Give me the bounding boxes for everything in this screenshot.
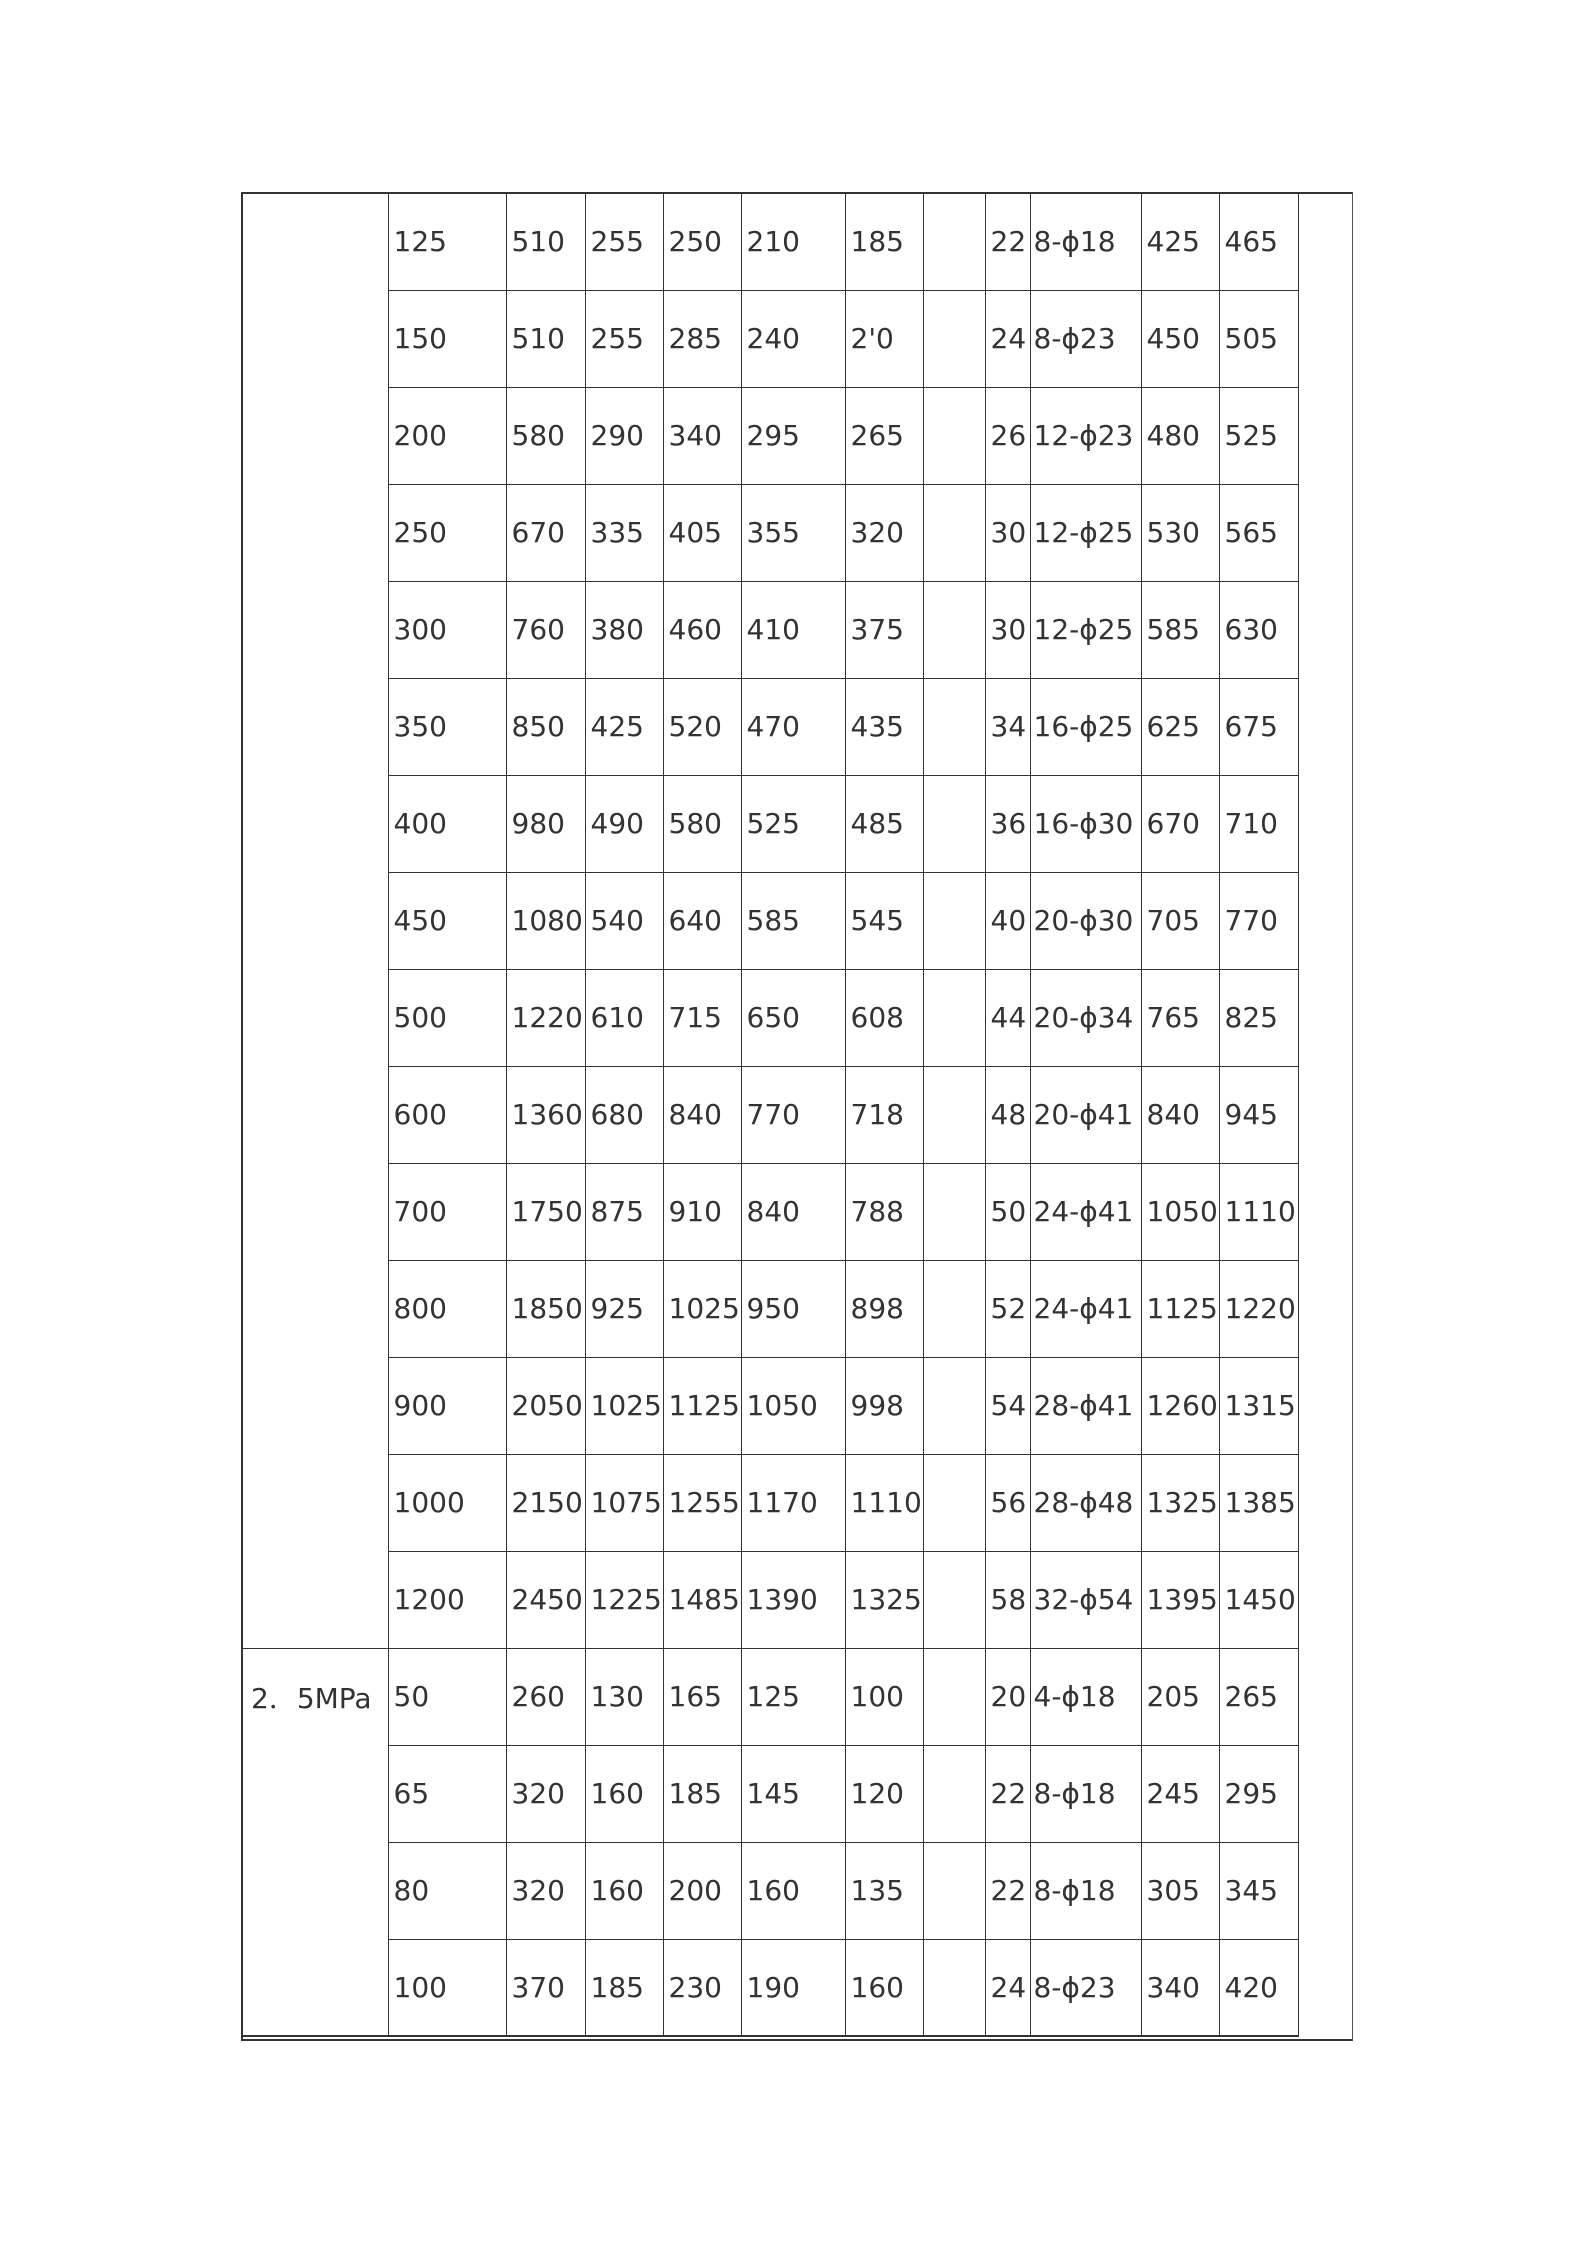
table-cell: 32-ϕ54 bbox=[1030, 1551, 1141, 1648]
table-cell: 670 bbox=[506, 484, 585, 581]
table-cell: 898 bbox=[845, 1260, 923, 1357]
table-cell: 30 bbox=[985, 581, 1030, 678]
table-cell: 480 bbox=[1141, 387, 1219, 484]
table-cell: 22 bbox=[985, 1745, 1030, 1842]
table-row bbox=[242, 1357, 1298, 1454]
table-cell: 380 bbox=[585, 581, 663, 678]
table-cell: 54 bbox=[985, 1357, 1030, 1454]
table-cell: 8-ϕ18 bbox=[1030, 1842, 1141, 1939]
table-cell: 120 bbox=[845, 1745, 923, 1842]
table-cell: 160 bbox=[585, 1745, 663, 1842]
pressure-rating-cell bbox=[242, 1163, 388, 1260]
table-row bbox=[242, 1939, 1298, 2036]
table-cell: 350 bbox=[388, 678, 506, 775]
table-cell: 1255 bbox=[663, 1454, 741, 1551]
table-cell: 510 bbox=[506, 193, 585, 290]
table-cell: 28-ϕ41 bbox=[1030, 1357, 1141, 1454]
table-cell: 340 bbox=[1141, 1939, 1219, 2036]
table-cell: 24-ϕ41 bbox=[1030, 1260, 1141, 1357]
table-cell: 44 bbox=[985, 969, 1030, 1066]
table-row bbox=[242, 290, 1298, 387]
table-cell: 12-ϕ23 bbox=[1030, 387, 1141, 484]
table-cell: 250 bbox=[388, 484, 506, 581]
table-cell: 485 bbox=[845, 775, 923, 872]
table-cell: 1450 bbox=[1219, 1551, 1298, 1648]
table-cell: 8-ϕ18 bbox=[1030, 1745, 1141, 1842]
table-cell: 1395 bbox=[1141, 1551, 1219, 1648]
table-cell: 240 bbox=[741, 290, 845, 387]
table-cell: 1125 bbox=[1141, 1260, 1219, 1357]
table-row bbox=[242, 775, 1298, 872]
table-cell bbox=[923, 1648, 985, 1745]
table-cell: 525 bbox=[741, 775, 845, 872]
table-cell bbox=[923, 872, 985, 969]
table-cell: 450 bbox=[1141, 290, 1219, 387]
table-cell: 1025 bbox=[663, 1260, 741, 1357]
table-cell: 950 bbox=[741, 1260, 845, 1357]
table-cell: 610 bbox=[585, 969, 663, 1066]
table-cell: 20 bbox=[985, 1648, 1030, 1745]
table-cell: 210 bbox=[741, 193, 845, 290]
table-cell: 1220 bbox=[506, 969, 585, 1066]
flange-dimension-table bbox=[241, 192, 1299, 2037]
pressure-rating-cell bbox=[242, 872, 388, 969]
table-cell: 608 bbox=[845, 969, 923, 1066]
table-cell: 305 bbox=[1141, 1842, 1219, 1939]
table-cell bbox=[923, 1551, 985, 1648]
table-cell: 22 bbox=[985, 193, 1030, 290]
table-cell: 1225 bbox=[585, 1551, 663, 1648]
table-cell: 265 bbox=[845, 387, 923, 484]
pressure-rating-cell bbox=[242, 581, 388, 678]
pressure-rating-cell bbox=[242, 775, 388, 872]
table-cell: 345 bbox=[1219, 1842, 1298, 1939]
table-cell bbox=[923, 1939, 985, 2036]
pressure-rating-cell bbox=[242, 678, 388, 775]
pressure-rating-cell bbox=[242, 1260, 388, 1357]
table-cell: 910 bbox=[663, 1163, 741, 1260]
table-cell: 425 bbox=[585, 678, 663, 775]
table-cell: 28-ϕ48 bbox=[1030, 1454, 1141, 1551]
table-cell: 370 bbox=[506, 1939, 585, 2036]
table-cell: 50 bbox=[388, 1648, 506, 1745]
table-cell: 640 bbox=[663, 872, 741, 969]
table-cell bbox=[923, 1357, 985, 1454]
table-cell: 925 bbox=[585, 1260, 663, 1357]
table-row bbox=[242, 581, 1298, 678]
pressure-rating-cell bbox=[242, 1454, 388, 1551]
table-cell: 545 bbox=[845, 872, 923, 969]
table-cell: 100 bbox=[388, 1939, 506, 2036]
table-cell: 165 bbox=[663, 1648, 741, 1745]
table-cell: 375 bbox=[845, 581, 923, 678]
table-cell: 30 bbox=[985, 484, 1030, 581]
table-cell: 50 bbox=[985, 1163, 1030, 1260]
table-cell: 34 bbox=[985, 678, 1030, 775]
table-cell: 295 bbox=[1219, 1745, 1298, 1842]
table-cell: 145 bbox=[741, 1745, 845, 1842]
table-row bbox=[242, 969, 1298, 1066]
table-row bbox=[242, 484, 1298, 581]
table-cell: 410 bbox=[741, 581, 845, 678]
table-cell: 255 bbox=[585, 193, 663, 290]
table-cell: 500 bbox=[388, 969, 506, 1066]
table-cell: 20-ϕ30 bbox=[1030, 872, 1141, 969]
table-cell: 80 bbox=[388, 1842, 506, 1939]
pressure-rating-cell: 2．5MPa bbox=[242, 1648, 388, 1745]
table-cell: 160 bbox=[741, 1842, 845, 1939]
table-cell: 1390 bbox=[741, 1551, 845, 1648]
table-cell: 435 bbox=[845, 678, 923, 775]
table-cell: 320 bbox=[845, 484, 923, 581]
table-cell: 1025 bbox=[585, 1357, 663, 1454]
table-cell: 1050 bbox=[1141, 1163, 1219, 1260]
table-cell: 320 bbox=[506, 1842, 585, 1939]
table-cell: 8-ϕ23 bbox=[1030, 1939, 1141, 2036]
table-cell: 24 bbox=[985, 1939, 1030, 2036]
table-row bbox=[242, 1648, 1298, 1745]
table-cell bbox=[923, 1745, 985, 1842]
table-cell bbox=[923, 1260, 985, 1357]
table-cell: 650 bbox=[741, 969, 845, 1066]
table-cell: 1315 bbox=[1219, 1357, 1298, 1454]
table-cell: 16-ϕ30 bbox=[1030, 775, 1141, 872]
table-cell: 22 bbox=[985, 1842, 1030, 1939]
table-cell: 295 bbox=[741, 387, 845, 484]
table-cell: 580 bbox=[663, 775, 741, 872]
table-cell: 420 bbox=[1219, 1939, 1298, 2036]
pressure-rating-cell bbox=[242, 290, 388, 387]
table-cell: 205 bbox=[1141, 1648, 1219, 1745]
table-cell: 245 bbox=[1141, 1745, 1219, 1842]
pressure-rating-cell bbox=[242, 1745, 388, 1842]
table-cell: 625 bbox=[1141, 678, 1219, 775]
table-cell: 1125 bbox=[663, 1357, 741, 1454]
table-cell: 290 bbox=[585, 387, 663, 484]
table-cell bbox=[923, 1842, 985, 1939]
table-cell: 1325 bbox=[1141, 1454, 1219, 1551]
table-cell: 470 bbox=[741, 678, 845, 775]
table-row bbox=[242, 1454, 1298, 1551]
table-cell: 1200 bbox=[388, 1551, 506, 1648]
table-cell: 230 bbox=[663, 1939, 741, 2036]
table-cell: 1485 bbox=[663, 1551, 741, 1648]
table-row bbox=[242, 1163, 1298, 1260]
table-cell bbox=[923, 775, 985, 872]
table-cell: 765 bbox=[1141, 969, 1219, 1066]
pressure-rating-cell bbox=[242, 1066, 388, 1163]
table-cell: 460 bbox=[663, 581, 741, 678]
table-cell: 355 bbox=[741, 484, 845, 581]
table-cell bbox=[923, 387, 985, 484]
table-cell: 2'0 bbox=[845, 290, 923, 387]
table-cell: 12-ϕ25 bbox=[1030, 484, 1141, 581]
table-cell: 760 bbox=[506, 581, 585, 678]
table-cell: 600 bbox=[388, 1066, 506, 1163]
table-cell: 580 bbox=[506, 387, 585, 484]
table-row bbox=[242, 1551, 1298, 1648]
table-cell: 900 bbox=[388, 1357, 506, 1454]
table-cell: 200 bbox=[663, 1842, 741, 1939]
table-cell: 1170 bbox=[741, 1454, 845, 1551]
table-cell: 565 bbox=[1219, 484, 1298, 581]
table-cell: 200 bbox=[388, 387, 506, 484]
pressure-rating-cell bbox=[242, 1842, 388, 1939]
table-cell bbox=[923, 484, 985, 581]
table-cell: 1850 bbox=[506, 1260, 585, 1357]
table-cell: 56 bbox=[985, 1454, 1030, 1551]
table-cell: 125 bbox=[388, 193, 506, 290]
table-cell: 190 bbox=[741, 1939, 845, 2036]
table-cell: 135 bbox=[845, 1842, 923, 1939]
table-cell: 260 bbox=[506, 1648, 585, 1745]
table-cell: 255 bbox=[585, 290, 663, 387]
table-cell: 525 bbox=[1219, 387, 1298, 484]
table-cell: 675 bbox=[1219, 678, 1298, 775]
table-cell: 800 bbox=[388, 1260, 506, 1357]
table-cell: 285 bbox=[663, 290, 741, 387]
table-cell: 705 bbox=[1141, 872, 1219, 969]
table-cell: 585 bbox=[741, 872, 845, 969]
pressure-rating-cell bbox=[242, 969, 388, 1066]
table-cell: 1075 bbox=[585, 1454, 663, 1551]
table-cell: 4-ϕ18 bbox=[1030, 1648, 1141, 1745]
table-cell: 1325 bbox=[845, 1551, 923, 1648]
table-cell: 630 bbox=[1219, 581, 1298, 678]
table-cell: 185 bbox=[585, 1939, 663, 2036]
table-row bbox=[242, 1842, 1298, 1939]
table-cell: 125 bbox=[741, 1648, 845, 1745]
table-cell: 2150 bbox=[506, 1454, 585, 1551]
table-cell: 20-ϕ41 bbox=[1030, 1066, 1141, 1163]
table-cell: 335 bbox=[585, 484, 663, 581]
table-body bbox=[242, 193, 1298, 2036]
table-cell: 24-ϕ41 bbox=[1030, 1163, 1141, 1260]
table-cell bbox=[923, 1163, 985, 1260]
table-cell: 320 bbox=[506, 1745, 585, 1842]
table-cell: 490 bbox=[585, 775, 663, 872]
table-cell: 450 bbox=[388, 872, 506, 969]
table-cell: 2050 bbox=[506, 1357, 585, 1454]
table-row bbox=[242, 678, 1298, 775]
table-cell: 840 bbox=[741, 1163, 845, 1260]
table-cell: 40 bbox=[985, 872, 1030, 969]
table-cell: 160 bbox=[845, 1939, 923, 2036]
table-cell: 530 bbox=[1141, 484, 1219, 581]
table-cell bbox=[923, 193, 985, 290]
table-cell: 585 bbox=[1141, 581, 1219, 678]
table-cell: 945 bbox=[1219, 1066, 1298, 1163]
table-cell: 24 bbox=[985, 290, 1030, 387]
table-cell: 48 bbox=[985, 1066, 1030, 1163]
table-cell: 1110 bbox=[1219, 1163, 1298, 1260]
table-cell bbox=[923, 581, 985, 678]
table-row bbox=[242, 193, 1298, 290]
table-cell: 840 bbox=[663, 1066, 741, 1163]
table-cell: 715 bbox=[663, 969, 741, 1066]
table-cell bbox=[923, 290, 985, 387]
table-cell: 1360 bbox=[506, 1066, 585, 1163]
table-cell: 36 bbox=[985, 775, 1030, 872]
table-cell: 1080 bbox=[506, 872, 585, 969]
table-cell: 1000 bbox=[388, 1454, 506, 1551]
table-cell: 185 bbox=[845, 193, 923, 290]
table-cell: 150 bbox=[388, 290, 506, 387]
table-cell: 1050 bbox=[741, 1357, 845, 1454]
table-cell: 1220 bbox=[1219, 1260, 1298, 1357]
table-cell: 700 bbox=[388, 1163, 506, 1260]
pressure-rating-cell bbox=[242, 1357, 388, 1454]
table-cell: 250 bbox=[663, 193, 741, 290]
table-row bbox=[242, 1745, 1298, 1842]
table-cell: 850 bbox=[506, 678, 585, 775]
table-cell bbox=[923, 678, 985, 775]
table-cell: 265 bbox=[1219, 1648, 1298, 1745]
table-cell: 718 bbox=[845, 1066, 923, 1163]
table-cell: 710 bbox=[1219, 775, 1298, 872]
table-cell: 1385 bbox=[1219, 1454, 1298, 1551]
table-cell: 510 bbox=[506, 290, 585, 387]
table-cell: 130 bbox=[585, 1648, 663, 1745]
table-row bbox=[242, 387, 1298, 484]
table-cell: 12-ϕ25 bbox=[1030, 581, 1141, 678]
table-cell: 825 bbox=[1219, 969, 1298, 1066]
table-cell: 680 bbox=[585, 1066, 663, 1163]
table-row bbox=[242, 1260, 1298, 1357]
table-cell: 160 bbox=[585, 1842, 663, 1939]
table-cell: 1750 bbox=[506, 1163, 585, 1260]
table-cell: 465 bbox=[1219, 193, 1298, 290]
table-cell: 980 bbox=[506, 775, 585, 872]
table-cell: 340 bbox=[663, 387, 741, 484]
table-cell: 520 bbox=[663, 678, 741, 775]
table-cell: 400 bbox=[388, 775, 506, 872]
table-cell: 540 bbox=[585, 872, 663, 969]
table-cell bbox=[923, 969, 985, 1066]
table-cell: 405 bbox=[663, 484, 741, 581]
table-cell bbox=[923, 1066, 985, 1163]
pressure-rating-cell bbox=[242, 484, 388, 581]
table-cell: 185 bbox=[663, 1745, 741, 1842]
table-cell: 1260 bbox=[1141, 1357, 1219, 1454]
table-cell: 875 bbox=[585, 1163, 663, 1260]
table-cell: 8-ϕ23 bbox=[1030, 290, 1141, 387]
table-cell: 52 bbox=[985, 1260, 1030, 1357]
table-cell: 26 bbox=[985, 387, 1030, 484]
table-cell: 20-ϕ34 bbox=[1030, 969, 1141, 1066]
table-cell: 505 bbox=[1219, 290, 1298, 387]
table-cell: 770 bbox=[1219, 872, 1298, 969]
table-cell: 100 bbox=[845, 1648, 923, 1745]
table-cell: 670 bbox=[1141, 775, 1219, 872]
table-row bbox=[242, 872, 1298, 969]
table-cell: 16-ϕ25 bbox=[1030, 678, 1141, 775]
pressure-rating-cell bbox=[242, 193, 388, 290]
table-cell: 1110 bbox=[845, 1454, 923, 1551]
table-cell: 65 bbox=[388, 1745, 506, 1842]
table-cell: 770 bbox=[741, 1066, 845, 1163]
table-cell: 998 bbox=[845, 1357, 923, 1454]
table-cell: 58 bbox=[985, 1551, 1030, 1648]
table-cell: 8-ϕ18 bbox=[1030, 193, 1141, 290]
table-cell: 2450 bbox=[506, 1551, 585, 1648]
table-row bbox=[242, 1066, 1298, 1163]
table-cell: 840 bbox=[1141, 1066, 1219, 1163]
pressure-rating-cell bbox=[242, 1939, 388, 2036]
table-cell: 425 bbox=[1141, 193, 1219, 290]
table-cell: 788 bbox=[845, 1163, 923, 1260]
table-cell bbox=[923, 1454, 985, 1551]
pressure-rating-cell bbox=[242, 387, 388, 484]
table-cell: 300 bbox=[388, 581, 506, 678]
pressure-rating-cell bbox=[242, 1551, 388, 1648]
